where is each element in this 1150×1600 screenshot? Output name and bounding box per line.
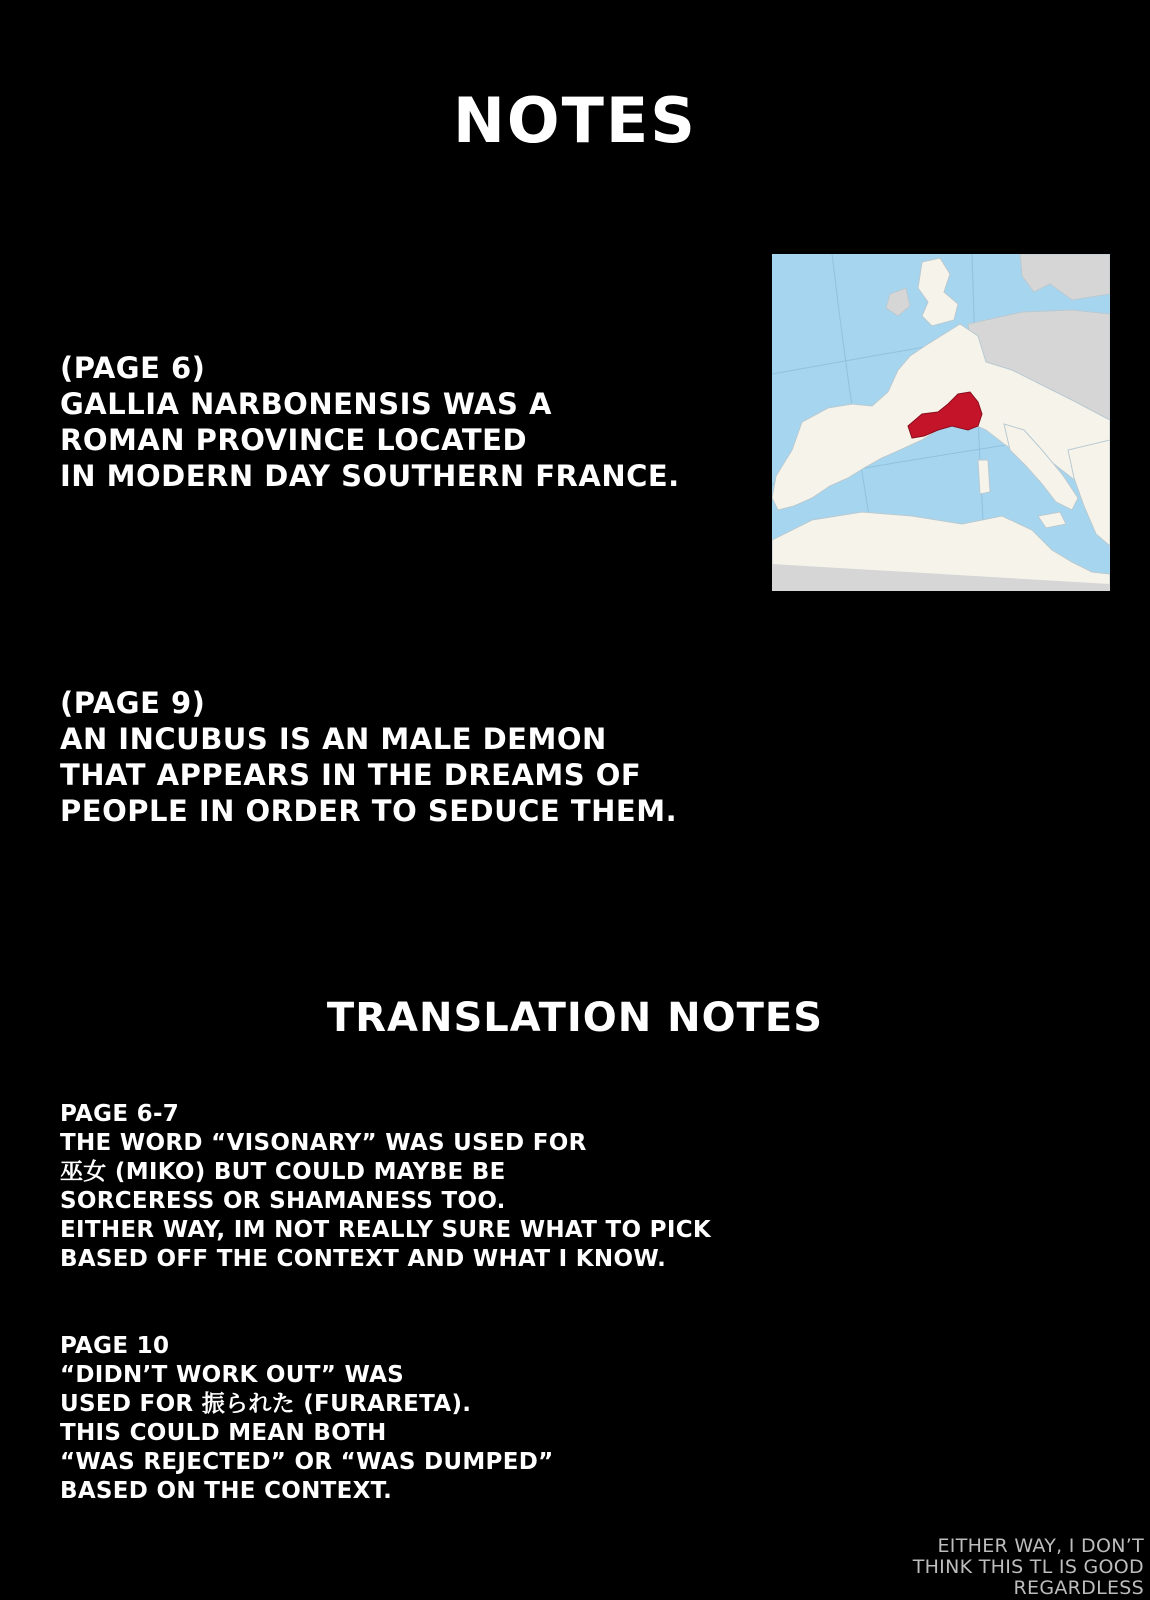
note-text-line: 巫女 (MIKO) BUT COULD MAYBE BE — [60, 1159, 506, 1185]
note-heading: (PAGE 9) — [60, 686, 206, 720]
note-text-line: AN INCUBUS IS AN MALE DEMON — [60, 722, 607, 756]
note-text-line: ROMAN PROVINCE LOCATED — [60, 423, 528, 457]
translation-note-page-10 — [60, 1332, 554, 1506]
note-text-line: “DIDN’T WORK OUT” WAS — [60, 1362, 405, 1388]
note-page-9 — [60, 685, 677, 829]
gallia-narbonensis-map — [772, 254, 1110, 591]
note-text-line: THIS COULD MEAN BOTH — [60, 1420, 387, 1446]
footnote-line: REGARDLESS — [1013, 1577, 1144, 1599]
footnote-line: EITHER WAY, I DON’T — [937, 1535, 1144, 1557]
note-text-line: BASED OFF THE CONTEXT AND WHAT I KNOW. — [60, 1246, 667, 1272]
page-title: NOTES — [453, 84, 697, 157]
note-text-line: USED FOR 振られた (FURARETA). — [60, 1391, 472, 1417]
note-text-line: THAT APPEARS IN THE DREAMS OF — [60, 758, 642, 792]
map-image — [772, 254, 1110, 591]
note-text-line: GALLIA NARBONENSIS WAS A — [60, 387, 552, 421]
note-text-line: THE WORD “VISONARY” WAS USED FOR — [60, 1130, 587, 1156]
note-text-line: IN MODERN DAY SOUTHERN FRANCE. — [60, 459, 680, 493]
note-text-line: “WAS REJECTED” OR “WAS DUMPED” — [60, 1449, 554, 1475]
footnote-line: THINK THIS TL IS GOOD — [912, 1556, 1144, 1578]
note-heading: PAGE 10 — [60, 1333, 170, 1359]
map-sardinia — [978, 460, 990, 494]
translation-note-page-6-7 — [60, 1100, 711, 1274]
note-text-line: SORCERESS OR SHAMANESS TOO. — [60, 1188, 506, 1214]
translator-footnote — [913, 1536, 1144, 1599]
translation-notes-title: TRANSLATION NOTES — [326, 995, 824, 1041]
note-text-line: EITHER WAY, IM NOT REALLY SURE WHAT TO PICK — [60, 1217, 711, 1243]
note-text-line: PEOPLE IN ORDER TO SEDUCE THEM. — [60, 794, 678, 828]
note-text-line: BASED ON THE CONTEXT. — [60, 1478, 393, 1504]
note-page-6 — [60, 350, 680, 494]
note-heading: (PAGE 6) — [60, 351, 206, 385]
note-heading: PAGE 6-7 — [60, 1101, 180, 1127]
